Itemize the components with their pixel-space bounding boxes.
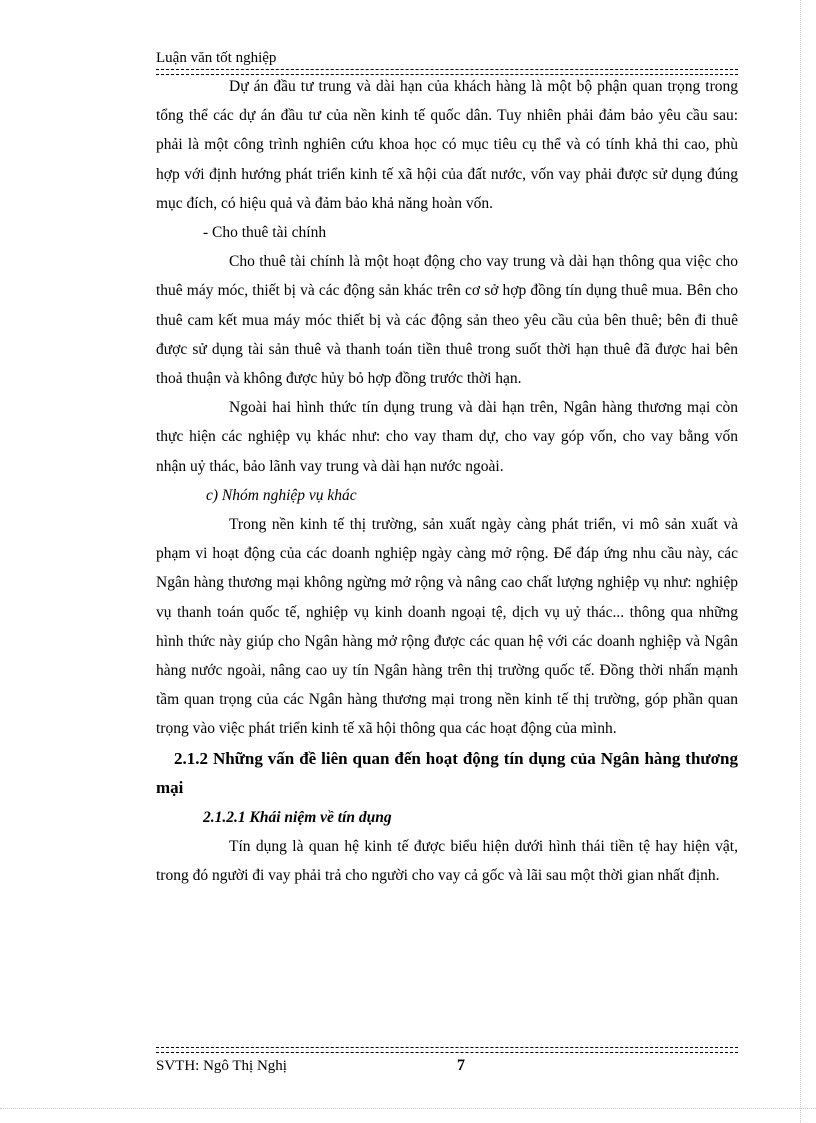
section-heading-2-1-2: 2.1.2 Những vấn đề liên quan đến hoạt động tín dụng của Ngân hàng thương mại [156, 748, 738, 798]
paragraph-financial-leasing: Cho thuê tài chính là một hoạt động cho vay trung và dài hạn thông qua việc cho thuê máy móc, thiết bị và các động sản khác trên cơ sở hợp đồng tín dụng thuê mua. Bên cho thuê cam kết mua máy móc thiết bị và các động sản theo yêu cầu của bên thuê; bên đi thuê được sử dụng tài sản thuê và thanh toán tiền thuê trong suốt thời hạn thuê đã được hai bên thoả thuận và không được hủy bỏ hợp đồng trước thời hạn. [156, 253, 738, 388]
subsection-heading-2-1-2-1: 2.1.2.1 Khái niệm về tín dụng [203, 808, 392, 826]
running-header: Luận văn tốt nghiệp [156, 50, 277, 66]
page-edge-bottom [0, 1108, 816, 1109]
paragraph-other-operations: Trong nền kinh tế thị trường, sản xuất ngày càng phát triển, vi mô sản xuất và phạm vi hoạt động của các doanh nghiệp ngày càng mở rộng. Để đáp ứng nhu cầu này, các Ngân hàng thương mại không ngừng mở rộng và nâng cao chất lượng nghiệp vụ như: nghiệp vụ thanh toán quốc tế, nghiệp vụ kinh doanh ngoại tệ, dịch vụ uỷ thác... thông qua những hình thức này giúp cho Ngân hàng mở rộng được các quan hệ với các doanh nghiệp và Ngân hàng nước ngoài, nâng cao uy tín Ngân hàng trên thị trường quốc tế. Đồng thời nhấn mạnh tầm quan trọng của các Ngân hàng thương mại trong nền kinh tế thị trường, góp phần quan trọng vào việc phát triển kinh tế xã hội thông qua các hoạt động của mình. [156, 516, 738, 738]
paragraph-credit-definition: Tín dụng là quan hệ kinh tế được biểu hiện dưới hình thái tiền tệ hay hiện vật, trong đó người đi vay phải trả cho người cho vay cả gốc và lãi sau một thời gian nhất định. [156, 837, 738, 885]
page-body [156, 72, 738, 890]
paragraph-investment-projects: Dự án đầu tư trung và dài hạn của khách hàng là một bộ phận quan trọng trong tổng thể các dự án đầu tư của nền kinh tế quốc dân. Tuy nhiên phải đảm bảo yêu cầu sau: phải là một công trình nghiên cứu khoa học có mục tiêu cụ thể và có tính khả thi cao, phù hợp với định hướng phát triển kinh tế xã hội của đất nước, vốn vay phải được sử dụng đúng mục đích, có hiệu quả và đảm bảo khả năng hoàn vốn. [156, 78, 738, 212]
footer-author: SVTH: Ngô Thị Nghị [156, 1058, 287, 1074]
subsection-other-operations: c) Nhóm nghiệp vụ khác [206, 486, 357, 504]
footer-divider [156, 1047, 738, 1053]
page-edge-right [800, 0, 801, 1123]
bullet-financial-leasing: - Cho thuê tài chính [203, 224, 327, 242]
page-number: 7 [457, 1057, 465, 1074]
paragraph-other-credit-forms: Ngoài hai hình thức tín dụng trung và dài hạn trên, Ngân hàng thương mại còn thực hiện các nghiệp vụ khác như: cho vay tham dự, cho vay góp vốn, cho vay bằng vốn nhận uỷ thác, bảo lãnh vay trung và dài hạn nước ngoài. [156, 399, 738, 475]
